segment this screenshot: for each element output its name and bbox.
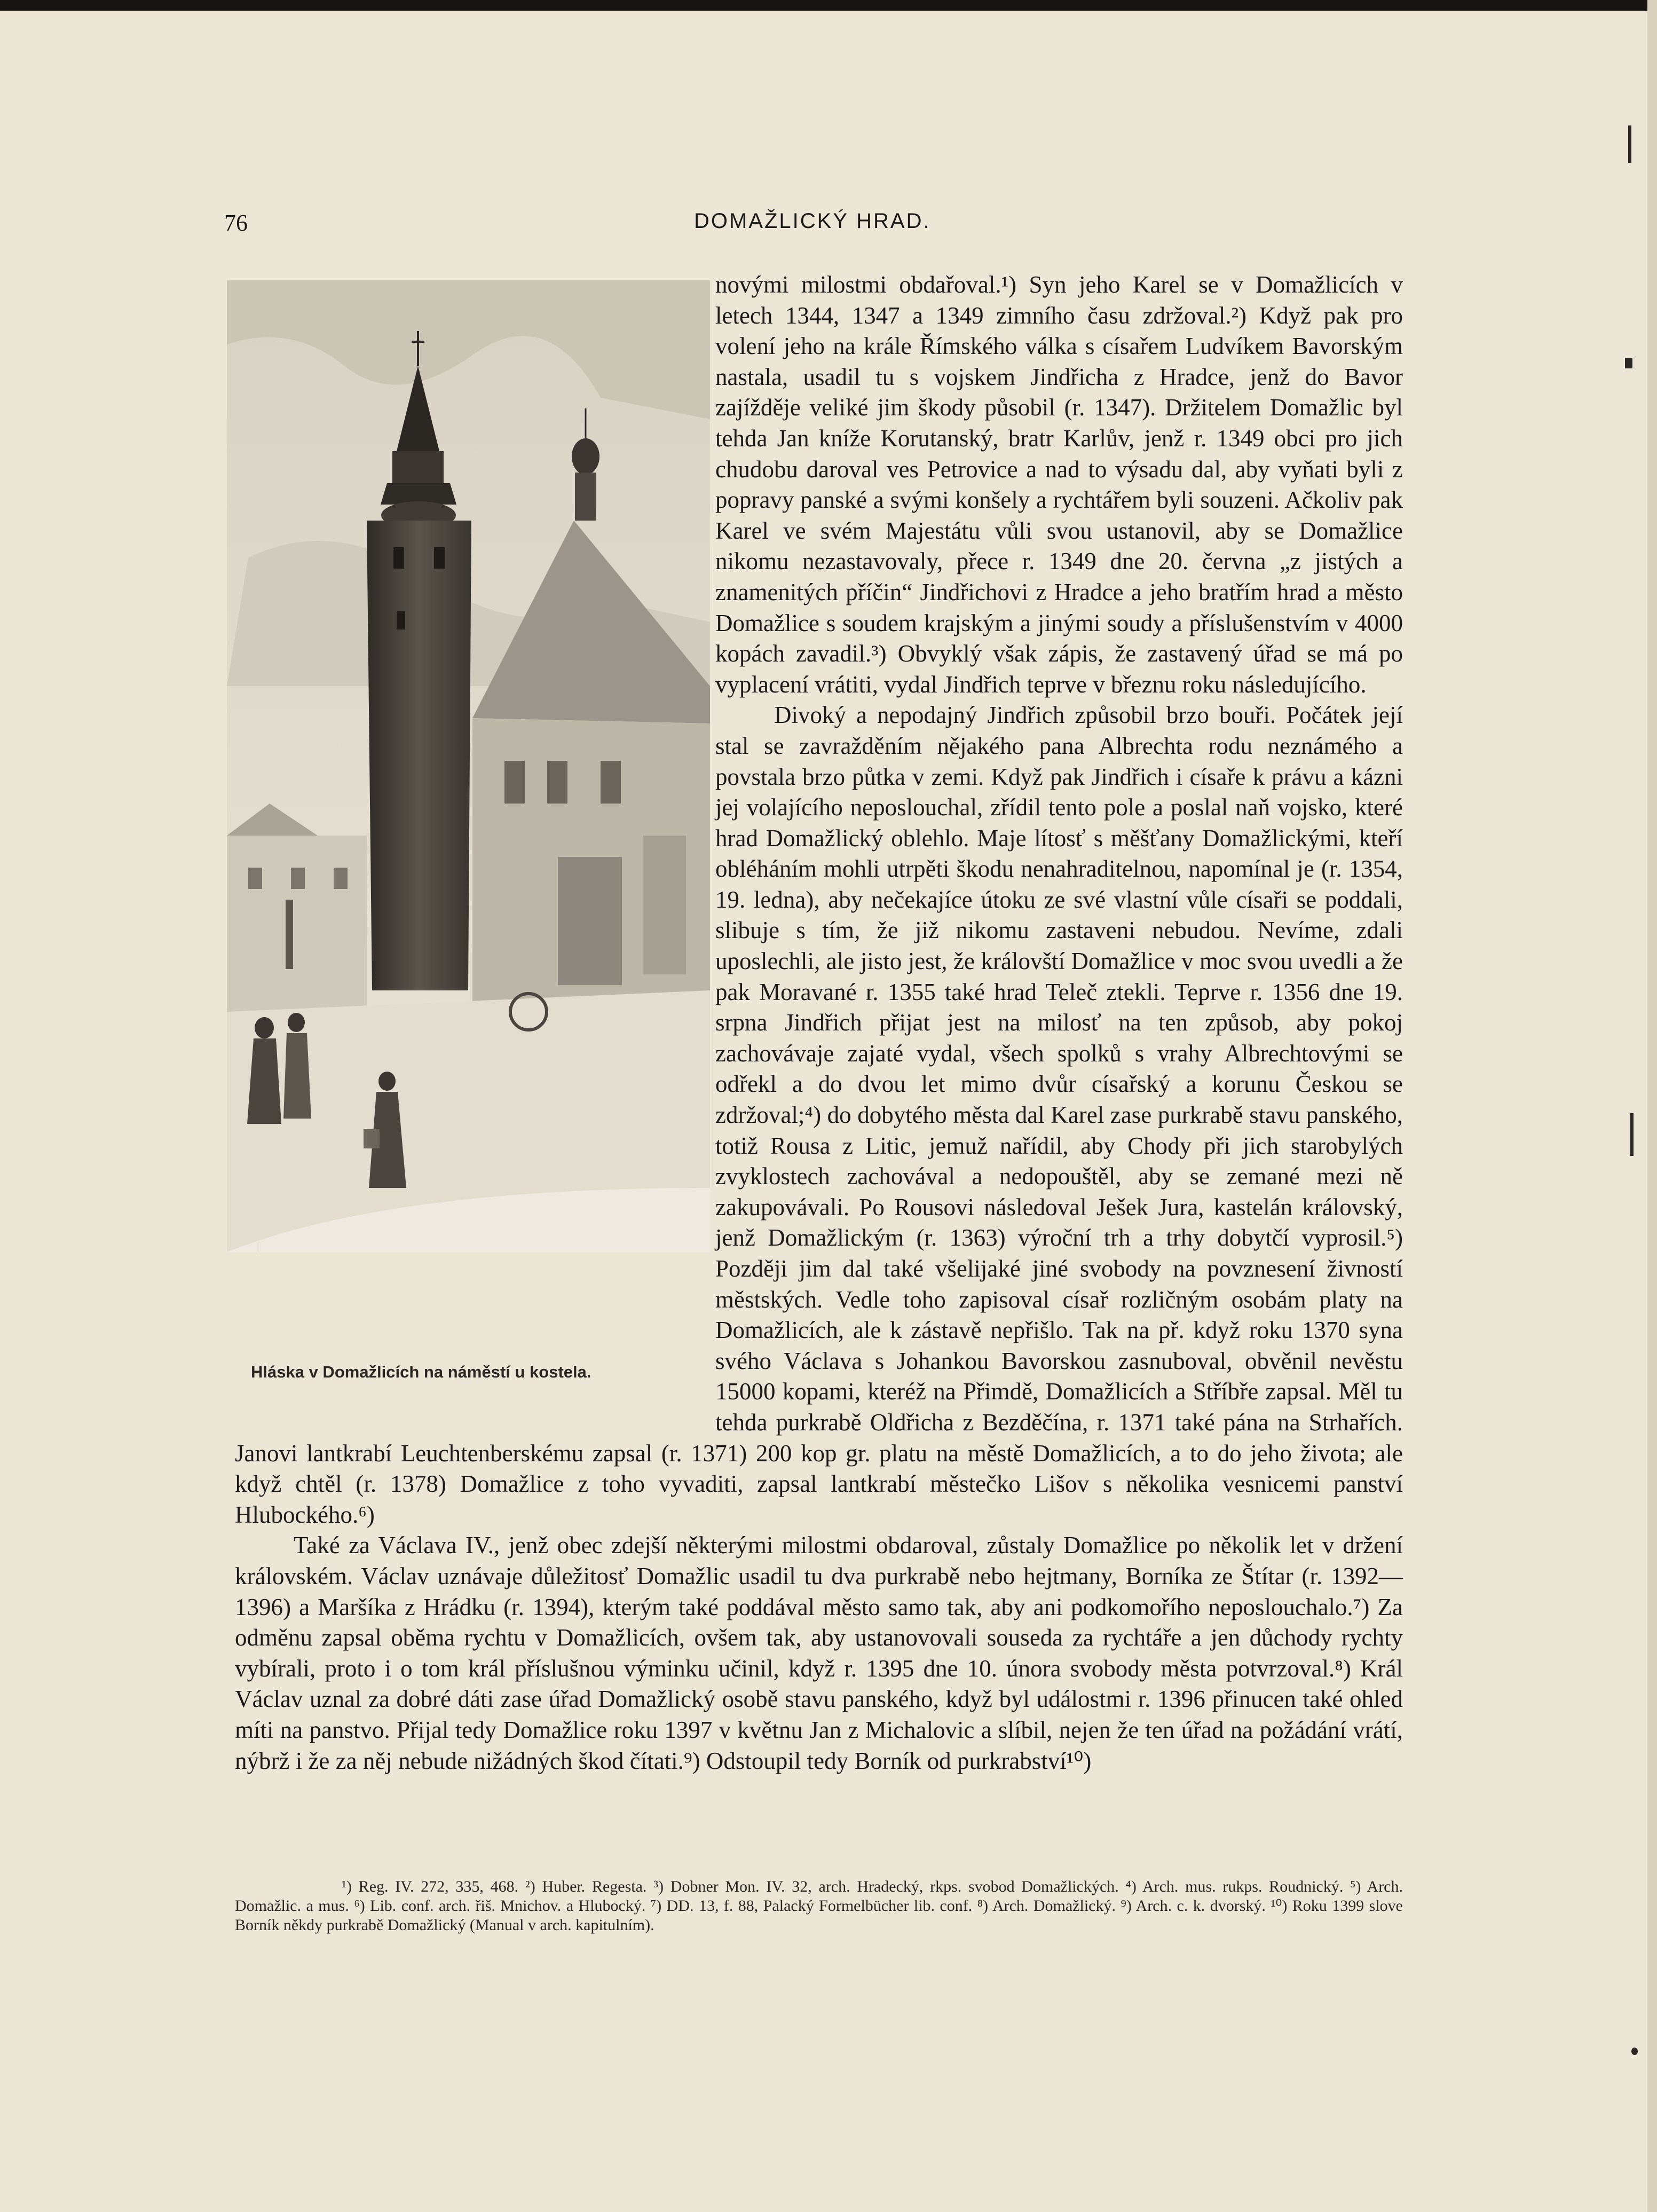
paragraph: Divoký a nepodajný Jindřich způsobil brzo bouři. Počátek její stal se zavražděním nějakého pana Albrechta rodu neznámého a povstala brzo půtka v zemi. Když pak Jindřich i císaře k právu a kázni jej volajícího neposlouchal, zřídil tento pole a poslal naň vojsko, které hrad Domažlický oblehlo. Maje lítosť s měšťany Domažlickými, kteří obléháním mohli utrpěti škodu nenahraditelnou, napomínal je (r. 1354, 19. ledna), aby nečekajíce útoku ze své vlastní vůle císaři se poddali, slibuje s tím, že již nikomu zastaveni nebudou. Nevíme, zdali uposlechli, ale jisto jest, že královští Domažlice v moc svou uvedli a že pak Moravané r. 1355 také hrad Teleč ztekli. Teprve r. 1356 dne 19. srpna Jindřich přijat jest na milosť na ten způsob, aby pokoj zachovávaje zajaté vydal, všech spolků s vrahy Albrechtovými se odřekl a do dvou let mimo dvůr císařský a korunu Českou se zdržoval;⁴) do dobytého města dal Karel zase purkrabě stavu panského, totiž Rousa z Litic, jemuž nařídil, aby Chody při jich starobylých zvyklostech zachovával a nedopouštěl, aby se zemané mezi ně zakupovávali. Po Rousovi následoval Ješek Jura, kastelán královský, jenž Domažlickým (r. 1363) výroční trh a trhy dobytčí vyprosil.⁵) Později jim dal také všelijaké jiné svobody na povznesení živností městských. Vedle toho zapisoval císař rozličným osobám platy na Domažlicích, ale k zástavě nepřišlo. Tak na př. když roku 1370 syna svého Václava s Johankou Bavorskou zasnuboval, obvěnil nevěstu 15000 kopami, kteréž na Přimdě, Domažlicích a Stříbře zapsal. Měl tu tehda purkrabě Oldřicha z Bezděčína, r. 1371 také pána na Strhařích. Janovi lantkrabí Leuchtenberskému zapsal (r. 1371) 200 kop gr. platu na městě Domažlicích, a to do jeho života; ale když chtěl (r. 1378) Domažlice z toho vyvaditi, zapsal lantkrabí městečko Lišov s několika vesnicemi panství Hlubockého.⁶) [235,702,1403,1528]
figure-caption: Hláska v Domažlicích na náměstí u kostela. [251,1363,591,1381]
scan-border-right [1647,0,1657,2212]
scan-border-top [0,0,1657,11]
chapter-title: DOMAŽLICKÝ HRAD. [694,209,931,233]
figure-wrap-space [235,270,715,1418]
binding-mark [1631,2048,1638,2055]
paragraph: Také za Václava IV., jenž obec zdejší některými milostmi obdaroval, zůstaly Domažlice po několik let v držení královském. Václav uznávaje důležitosť Domažlic usadil tu dva purkrabě nebo hejtmany, Borníka ze Štítar (r. 1392—1396) a Maršíka z Hrádku (r. 1394), kterým také poddával město samo tak, aby ani podkomořího neposlouchalo.⁷) Za odměnu zapsal oběma rychtu v Domažlicích, ovšem tak, aby ustanovovali souseda za rychtáře a jen důchody rychty vybírali, proto i o tom král příslušnou výminku učinil, když r. 1395 dne 10. února svobody města potvrzoval.⁸) Král Václav uznal za dobré dáti zase úřad Domažlický osobě stavu panského, když byl událostmi r. 1396 přinucen také ohled míti na panstvo. Přijal tedy Domažlice roku 1397 v květnu Jan z Michalovic a slíbil, nejen že ten úřad na požádání vrátí, nýbrž i že za něj nebude nižádných škod čítati.⁹) Odstoupil tedy Borník od purkrabství¹⁰) [235,1532,1403,1774]
binding-mark [1625,358,1632,368]
binding-mark [1628,125,1631,163]
running-head [224,209,1415,241]
footnotes: ¹) Reg. IV. 272, 335, 468. ²) Huber. Regesta. ³) Dobner Mon. IV. 32, arch. Hradecký, rkps. svobod Domažlických. ⁴) Arch. mus. rukps. Roudnický. ⁵) Arch. Domažlic. a mus. ⁶) Lib. conf. arch. řiš. Mnichov. a Hlubocký. ⁷) DD. 13, f. 88, Palacký Formelbücher lib. conf. ⁸) Arch. Domažlický. ⁹) Arch. c. k. dvorský. ¹⁰) Roku 1399 slove Borník někdy purkrabě Domažlický (Manual v arch. kapitulním). [235,1878,1403,1934]
paragraph: novými milostmi obdařoval.¹) Syn jeho Karel se v Domažlicích v letech 1344, 1347 a 1349 zimního času zdržoval.²) Když pak pro volení jeho na krále Římského válka s císařem Ludvíkem Bavorským nastala, usadil tu s vojskem Jindřicha z Hradce, jenž do Bavor zajížděje veliké jim škody působil (r. 1347). Držitelem Domažlic byl tehda Jan kníže Korutanský, bratr Karlův, jenž r. 1349 obci pro jich chudobu daroval ves Petrovice a nad to výsadu dal, aby vyňati byli z popravy panské a svými konšely a rychtářem byli souzeni. Ačkoliv pak Karel ve svém Majestátu vůli svou ustanovil, aby se Domažlice nikomu nezastavovaly, přece r. 1349 dne 20. června „z jistých a znamenitých příčin“ Jindřichovi z Hradce a jeho bratřím hrad a město Domažlice s soudem krajským a jinými soudy a příslušenstvím v 4000 kopách zavadil.³) Obvyklý však zápis, že zastavený úřad se má po vyplacení vrátiti, vydal Jindřich teprve v březnu roku následujícího. [715,271,1403,698]
book-page [0,11,1657,2212]
page-number: 76 [224,210,248,236]
binding-mark [1630,1113,1634,1156]
main-text [235,270,1403,1776]
